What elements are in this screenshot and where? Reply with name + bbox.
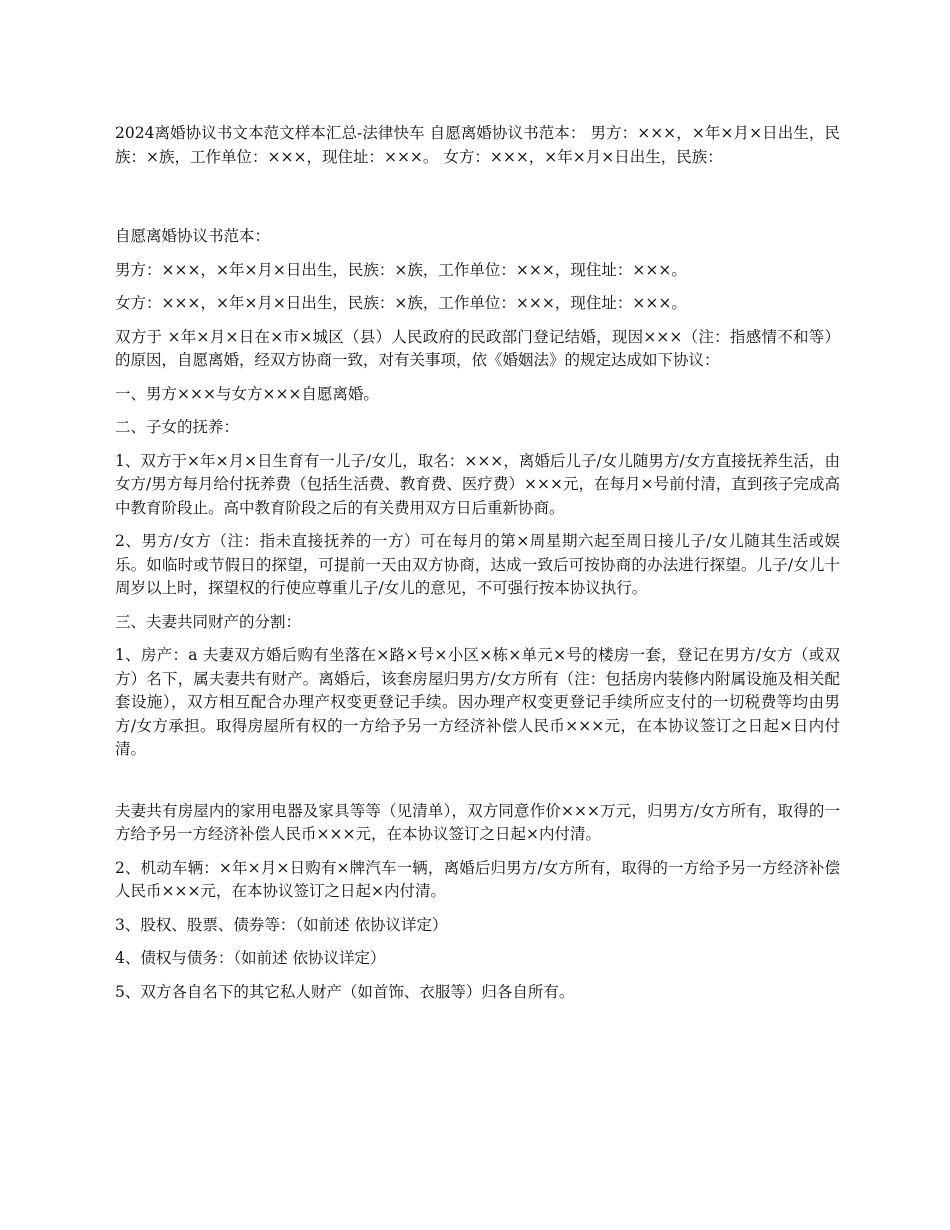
clause-1-divorce: 一、男方×××与女方×××自愿离婚。: [115, 384, 379, 403]
personal-property-paragraph: 5、双方各自名下的其它私人财产（如首饰、衣服等）归各自所有。: [115, 982, 575, 1001]
visitation-paragraph: 2、男方/女方（注：指未直接抚养的一方）可在每月的第×周星期六起至周日接儿子/女儿随其生活或娱乐。如临时或节假日的探望，可提前一天由双方协商，达成一致后可按协商的办法进行探望。儿子/女儿十周岁以上时，探望权的行使应尊重儿子/女儿的意见，不可强行按本协议执行。: [115, 532, 840, 597]
intro-summary-paragraph: 2024离婚协议书文本范文样本汇总-法律快车 自愿离婚协议书范本： 男方：×××，×年×月×日出生，民族：×族，工作单位：×××，现住址：×××。 女方：×××，×年×月×日出生，民族：: [115, 124, 840, 166]
document-page: [115, 122, 840, 1014]
household-items-paragraph: 夫妻共有房屋内的家用电器及家具等等（见清单），双方同意作价×××万元，归男方/女方所有，取得的一方给予另一方经济补偿人民币×××元，在本协议签订之日起×内付清。: [115, 801, 840, 843]
vehicle-paragraph: 2、机动车辆：×年×月×日购有×牌汽车一辆，离婚后归男方/女方所有，取得的一方给予另一方经济补偿人民币×××元，在本协议签订之日起×内付清。: [115, 858, 840, 900]
clause-3-heading-property-division: 三、夫妻共同财产的分割：: [115, 612, 302, 631]
real-estate-paragraph: 1、房产：a 夫妻双方婚后购有坐落在×路×号×小区×栋×单元×号的楼房一套，登记在男方/女方（或双方）名下，属夫妻共有财产。离婚后，该套房屋归男方/女方所有（注：包括房内装修内附属设施及相关配套设施），双方相互配合办理产权变更登记手续。因办理产权变更登记手续所应支付的一切税费等均由男方/女方承担。取得房屋所有权的一方给予另一方经济补偿人民币×××元，在本协议签订之日起×日内付清。: [115, 646, 840, 758]
male-party-info: 男方：×××，×年×月×日出生，民族：×族，工作单位：×××，现住址：×××。: [115, 260, 687, 279]
debts-paragraph: 4、债权与债务：（如前述 依协议详定）: [115, 949, 386, 967]
stocks-bonds-paragraph: 3、股权、股票、债券等：（如前述 依协议详定）: [115, 915, 448, 934]
clause-2-heading-child-custody: 二、子女的抚养：: [115, 418, 240, 436]
marriage-registration-paragraph: 双方于 ×年×月×日在×市×城区（县）人民政府的民政部门登记结婚，现因×××（注：指感情不和等）的原因，自愿离婚，经双方协商一致，对有关事项，依《婚姻法》的规定达成如下协议：: [115, 327, 840, 369]
section-title-sample: 自愿离婚协议书范本：: [115, 227, 271, 245]
female-party-info: 女方：×××，×年×月×日出生，民族：×族，工作单位：×××，现住址：×××。: [115, 294, 687, 312]
child-support-paragraph: 1、双方于×年×月×日生育有一儿子/女儿，取名：×××，离婚后儿子/女儿随男方/女方直接抚养生活，由女方/男方每月给付抚养费（包括生活费、教育费、医疗费）×××元，在每月×号前付清，直到孩子完成高中教育阶段止。高中教育阶段之后的有关费用双方日后重新协商。: [115, 451, 840, 517]
